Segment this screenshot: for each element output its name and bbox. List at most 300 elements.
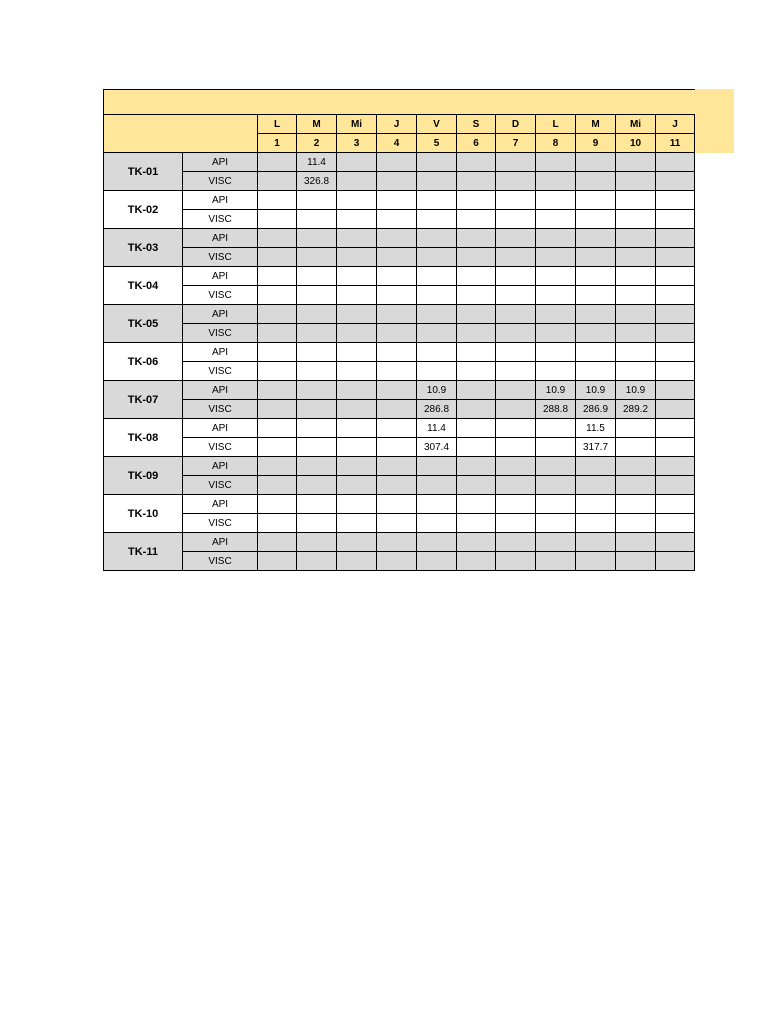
- value-cell[interactable]: [496, 419, 536, 438]
- value-cell[interactable]: [496, 286, 536, 305]
- value-cell[interactable]: [337, 381, 377, 400]
- value-cell[interactable]: [656, 267, 695, 286]
- value-cell[interactable]: 10.9: [417, 381, 457, 400]
- value-cell[interactable]: 326.8: [297, 172, 337, 191]
- day-number-cell: 5: [417, 134, 457, 153]
- tank-name-cell: TK-08: [104, 419, 183, 457]
- header-corner: [104, 115, 258, 153]
- value-cell[interactable]: [417, 305, 457, 324]
- value-cell[interactable]: [616, 286, 656, 305]
- value-cell[interactable]: [496, 457, 536, 476]
- value-cell[interactable]: [258, 267, 297, 286]
- value-cell[interactable]: [496, 343, 536, 362]
- value-cell[interactable]: 11.4: [417, 419, 457, 438]
- value-cell[interactable]: [337, 362, 377, 381]
- value-cell[interactable]: [377, 400, 417, 419]
- value-cell[interactable]: [337, 495, 377, 514]
- value-cell[interactable]: [297, 324, 337, 343]
- value-cell[interactable]: [616, 172, 656, 191]
- value-cell[interactable]: [656, 495, 695, 514]
- value-cell[interactable]: [417, 533, 457, 552]
- value-cell[interactable]: [656, 400, 695, 419]
- value-cell[interactable]: [417, 457, 457, 476]
- value-cell[interactable]: [457, 267, 496, 286]
- value-cell[interactable]: [496, 495, 536, 514]
- value-cell[interactable]: [536, 191, 576, 210]
- value-cell[interactable]: [656, 381, 695, 400]
- value-cell[interactable]: [457, 533, 496, 552]
- value-cell[interactable]: [258, 210, 297, 229]
- value-cell[interactable]: [457, 495, 496, 514]
- value-cell[interactable]: [457, 476, 496, 495]
- value-cell[interactable]: [576, 533, 616, 552]
- value-cell[interactable]: [258, 514, 297, 533]
- value-cell[interactable]: [616, 248, 656, 267]
- value-cell[interactable]: [536, 495, 576, 514]
- value-cell[interactable]: [536, 533, 576, 552]
- value-cell[interactable]: [656, 552, 695, 571]
- measure-label-cell: VISC: [183, 286, 258, 305]
- value-cell[interactable]: [297, 286, 337, 305]
- value-cell[interactable]: [616, 343, 656, 362]
- value-cell[interactable]: [536, 552, 576, 571]
- value-cell[interactable]: [536, 210, 576, 229]
- value-cell[interactable]: [656, 438, 695, 457]
- value-cell[interactable]: [656, 514, 695, 533]
- value-cell[interactable]: 11.4: [297, 153, 337, 172]
- value-cell[interactable]: [377, 495, 417, 514]
- value-cell[interactable]: [616, 419, 656, 438]
- value-cell[interactable]: [337, 419, 377, 438]
- value-cell[interactable]: [258, 419, 297, 438]
- value-cell[interactable]: [417, 514, 457, 533]
- value-cell[interactable]: [457, 381, 496, 400]
- value-cell[interactable]: [616, 514, 656, 533]
- value-cell[interactable]: [258, 552, 297, 571]
- value-cell[interactable]: [297, 248, 337, 267]
- value-cell[interactable]: [258, 495, 297, 514]
- value-cell[interactable]: [258, 324, 297, 343]
- value-cell[interactable]: [457, 343, 496, 362]
- value-cell[interactable]: [297, 514, 337, 533]
- day-number-cell: 3: [337, 134, 377, 153]
- value-cell[interactable]: [496, 248, 536, 267]
- table-row: [104, 305, 695, 324]
- value-cell[interactable]: [656, 419, 695, 438]
- value-cell[interactable]: [576, 495, 616, 514]
- value-cell[interactable]: [377, 305, 417, 324]
- value-cell[interactable]: [337, 324, 377, 343]
- value-cell[interactable]: [258, 286, 297, 305]
- table-row: [104, 248, 695, 267]
- value-cell[interactable]: [417, 210, 457, 229]
- value-cell[interactable]: [616, 362, 656, 381]
- value-cell[interactable]: [258, 362, 297, 381]
- tank-name-cell: TK-07: [104, 381, 183, 419]
- value-cell[interactable]: [417, 324, 457, 343]
- measure-label-cell: API: [183, 267, 258, 286]
- measure-label-cell: API: [183, 381, 258, 400]
- header-band-extension: [694, 89, 734, 153]
- value-cell[interactable]: [377, 438, 417, 457]
- value-cell[interactable]: [457, 210, 496, 229]
- value-cell[interactable]: [616, 229, 656, 248]
- value-cell[interactable]: [616, 324, 656, 343]
- value-cell[interactable]: [337, 343, 377, 362]
- value-cell[interactable]: [457, 400, 496, 419]
- day-letter-row: [104, 115, 695, 134]
- value-cell[interactable]: [258, 476, 297, 495]
- value-cell[interactable]: [377, 533, 417, 552]
- value-cell[interactable]: [656, 476, 695, 495]
- value-cell[interactable]: [576, 362, 616, 381]
- value-cell[interactable]: [377, 248, 417, 267]
- value-cell[interactable]: [297, 419, 337, 438]
- value-cell[interactable]: [417, 191, 457, 210]
- value-cell[interactable]: [496, 267, 536, 286]
- value-cell[interactable]: [258, 305, 297, 324]
- value-cell[interactable]: [258, 229, 297, 248]
- value-cell[interactable]: 286.8: [417, 400, 457, 419]
- value-cell[interactable]: [297, 343, 337, 362]
- value-cell[interactable]: [417, 229, 457, 248]
- value-cell[interactable]: [616, 495, 656, 514]
- value-cell[interactable]: [377, 267, 417, 286]
- value-cell[interactable]: [457, 153, 496, 172]
- value-cell[interactable]: [457, 438, 496, 457]
- value-cell[interactable]: [496, 229, 536, 248]
- value-cell[interactable]: [457, 324, 496, 343]
- value-cell[interactable]: [536, 286, 576, 305]
- value-cell[interactable]: [417, 286, 457, 305]
- value-cell[interactable]: [297, 191, 337, 210]
- value-cell[interactable]: [656, 229, 695, 248]
- value-cell[interactable]: [576, 324, 616, 343]
- value-cell[interactable]: [457, 514, 496, 533]
- value-cell[interactable]: [536, 324, 576, 343]
- day-letter-cell: V: [417, 115, 457, 134]
- value-cell[interactable]: [616, 552, 656, 571]
- value-cell[interactable]: [616, 457, 656, 476]
- value-cell[interactable]: [576, 229, 616, 248]
- value-cell[interactable]: [377, 210, 417, 229]
- value-cell[interactable]: [576, 457, 616, 476]
- value-cell[interactable]: [576, 343, 616, 362]
- value-cell[interactable]: [337, 248, 377, 267]
- value-cell[interactable]: [536, 267, 576, 286]
- value-cell[interactable]: 307.4: [417, 438, 457, 457]
- value-cell[interactable]: [656, 172, 695, 191]
- value-cell[interactable]: [496, 305, 536, 324]
- value-cell[interactable]: [297, 495, 337, 514]
- value-cell[interactable]: [656, 248, 695, 267]
- table-row: [104, 362, 695, 381]
- day-number-cell: 6: [457, 134, 496, 153]
- value-cell[interactable]: [576, 172, 616, 191]
- value-cell[interactable]: [496, 400, 536, 419]
- value-cell[interactable]: [337, 210, 377, 229]
- value-cell[interactable]: [457, 362, 496, 381]
- value-cell[interactable]: [297, 476, 337, 495]
- table-row: [104, 400, 695, 419]
- value-cell[interactable]: [417, 552, 457, 571]
- value-cell[interactable]: [576, 286, 616, 305]
- value-cell[interactable]: [457, 229, 496, 248]
- value-cell[interactable]: [496, 552, 536, 571]
- value-cell[interactable]: [297, 438, 337, 457]
- day-number-cell: 9: [576, 134, 616, 153]
- value-cell[interactable]: [536, 305, 576, 324]
- value-cell[interactable]: [337, 286, 377, 305]
- value-cell[interactable]: [258, 343, 297, 362]
- tank-name-cell: TK-09: [104, 457, 183, 495]
- value-cell[interactable]: [297, 210, 337, 229]
- day-number-cell: 2: [297, 134, 337, 153]
- measure-label-cell: VISC: [183, 362, 258, 381]
- value-cell[interactable]: [656, 210, 695, 229]
- value-cell[interactable]: [576, 248, 616, 267]
- value-cell[interactable]: [377, 229, 417, 248]
- value-cell[interactable]: [656, 286, 695, 305]
- value-cell[interactable]: [576, 476, 616, 495]
- value-cell[interactable]: [496, 476, 536, 495]
- value-cell[interactable]: [297, 305, 337, 324]
- value-cell[interactable]: 289.2: [616, 400, 656, 419]
- value-cell[interactable]: [377, 476, 417, 495]
- value-cell[interactable]: [297, 381, 337, 400]
- value-cell[interactable]: [258, 381, 297, 400]
- value-cell[interactable]: [496, 514, 536, 533]
- day-letter-cell: J: [656, 115, 695, 134]
- value-cell[interactable]: [536, 153, 576, 172]
- value-cell[interactable]: 10.9: [536, 381, 576, 400]
- table-row: [104, 172, 695, 191]
- tank-name-cell: TK-10: [104, 495, 183, 533]
- measure-label-cell: VISC: [183, 552, 258, 571]
- table-row: [104, 324, 695, 343]
- value-cell[interactable]: [656, 362, 695, 381]
- measure-label-cell: VISC: [183, 438, 258, 457]
- value-cell[interactable]: [496, 533, 536, 552]
- value-cell[interactable]: [496, 191, 536, 210]
- value-cell[interactable]: [496, 210, 536, 229]
- table-row: [104, 343, 695, 362]
- value-cell[interactable]: [337, 514, 377, 533]
- value-cell[interactable]: [656, 343, 695, 362]
- value-cell[interactable]: [536, 438, 576, 457]
- value-cell[interactable]: [337, 172, 377, 191]
- title-band: [104, 90, 695, 115]
- day-number-cell: 7: [496, 134, 536, 153]
- tank-name-cell: TK-02: [104, 191, 183, 229]
- value-cell[interactable]: [377, 419, 417, 438]
- value-cell[interactable]: [417, 172, 457, 191]
- value-cell[interactable]: [616, 476, 656, 495]
- value-cell[interactable]: [457, 172, 496, 191]
- value-cell[interactable]: [496, 153, 536, 172]
- value-cell[interactable]: [576, 552, 616, 571]
- value-cell[interactable]: [297, 552, 337, 571]
- value-cell[interactable]: [536, 362, 576, 381]
- table-row: [104, 514, 695, 533]
- value-cell[interactable]: [616, 267, 656, 286]
- value-cell[interactable]: 317.7: [576, 438, 616, 457]
- table-row: [104, 552, 695, 571]
- value-cell[interactable]: [496, 381, 536, 400]
- table-row: [104, 533, 695, 552]
- value-cell[interactable]: [536, 514, 576, 533]
- value-cell[interactable]: [377, 552, 417, 571]
- value-cell[interactable]: [536, 457, 576, 476]
- title-band-row: [104, 90, 695, 115]
- value-cell[interactable]: [576, 267, 616, 286]
- value-cell[interactable]: [536, 419, 576, 438]
- measure-label-cell: VISC: [183, 400, 258, 419]
- value-cell[interactable]: 10.9: [616, 381, 656, 400]
- table-row: [104, 286, 695, 305]
- value-cell[interactable]: [576, 305, 616, 324]
- measure-label-cell: API: [183, 457, 258, 476]
- table-row: [104, 457, 695, 476]
- value-cell[interactable]: [377, 153, 417, 172]
- value-cell[interactable]: [337, 267, 377, 286]
- value-cell[interactable]: [576, 153, 616, 172]
- value-cell[interactable]: [576, 210, 616, 229]
- value-cell[interactable]: [496, 362, 536, 381]
- value-cell[interactable]: [656, 191, 695, 210]
- value-cell[interactable]: [258, 248, 297, 267]
- day-letter-cell: J: [377, 115, 417, 134]
- value-cell[interactable]: [536, 172, 576, 191]
- tank-name-cell: TK-03: [104, 229, 183, 267]
- value-cell[interactable]: [258, 457, 297, 476]
- value-cell[interactable]: [297, 267, 337, 286]
- value-cell[interactable]: 286.9: [576, 400, 616, 419]
- day-letter-cell: S: [457, 115, 496, 134]
- value-cell[interactable]: [337, 400, 377, 419]
- value-cell[interactable]: [258, 533, 297, 552]
- measure-label-cell: API: [183, 305, 258, 324]
- value-cell[interactable]: [258, 400, 297, 419]
- tank-name-cell: TK-06: [104, 343, 183, 381]
- value-cell[interactable]: [297, 400, 337, 419]
- value-cell[interactable]: [337, 438, 377, 457]
- value-cell[interactable]: 10.9: [576, 381, 616, 400]
- table-row: [104, 495, 695, 514]
- value-cell[interactable]: 288.8: [536, 400, 576, 419]
- measure-label-cell: VISC: [183, 514, 258, 533]
- measure-label-cell: API: [183, 495, 258, 514]
- value-cell[interactable]: [258, 172, 297, 191]
- value-cell[interactable]: [337, 533, 377, 552]
- value-cell[interactable]: [457, 191, 496, 210]
- value-cell[interactable]: [337, 229, 377, 248]
- value-cell[interactable]: [496, 438, 536, 457]
- value-cell[interactable]: [377, 286, 417, 305]
- value-cell[interactable]: [656, 324, 695, 343]
- value-cell[interactable]: [656, 305, 695, 324]
- value-cell[interactable]: [337, 476, 377, 495]
- value-cell[interactable]: [656, 533, 695, 552]
- value-cell[interactable]: [337, 153, 377, 172]
- value-cell[interactable]: [337, 457, 377, 476]
- value-cell[interactable]: [297, 457, 337, 476]
- measure-label-cell: API: [183, 533, 258, 552]
- value-cell[interactable]: [258, 191, 297, 210]
- value-cell[interactable]: [496, 324, 536, 343]
- value-cell[interactable]: [616, 533, 656, 552]
- value-cell[interactable]: [536, 343, 576, 362]
- value-cell[interactable]: [377, 343, 417, 362]
- value-cell[interactable]: [616, 153, 656, 172]
- value-cell[interactable]: [536, 476, 576, 495]
- value-cell[interactable]: [656, 153, 695, 172]
- value-cell[interactable]: [656, 457, 695, 476]
- value-cell[interactable]: [417, 267, 457, 286]
- value-cell[interactable]: [457, 552, 496, 571]
- value-cell[interactable]: [417, 362, 457, 381]
- measure-label-cell: VISC: [183, 248, 258, 267]
- value-cell[interactable]: [377, 324, 417, 343]
- value-cell[interactable]: [297, 229, 337, 248]
- value-cell[interactable]: [576, 191, 616, 210]
- value-cell[interactable]: [377, 191, 417, 210]
- value-cell[interactable]: [337, 552, 377, 571]
- value-cell[interactable]: [457, 305, 496, 324]
- value-cell[interactable]: [337, 191, 377, 210]
- value-cell[interactable]: [297, 362, 337, 381]
- value-cell[interactable]: [457, 286, 496, 305]
- value-cell[interactable]: [258, 153, 297, 172]
- day-letter-cell: Mi: [337, 115, 377, 134]
- value-cell[interactable]: [417, 343, 457, 362]
- value-cell[interactable]: [536, 229, 576, 248]
- value-cell[interactable]: [496, 172, 536, 191]
- value-cell[interactable]: [417, 495, 457, 514]
- value-cell[interactable]: 11.5: [576, 419, 616, 438]
- day-letter-cell: M: [576, 115, 616, 134]
- value-cell[interactable]: [616, 191, 656, 210]
- day-number-cell: 10: [616, 134, 656, 153]
- value-cell[interactable]: [457, 457, 496, 476]
- value-cell[interactable]: [616, 305, 656, 324]
- value-cell[interactable]: [258, 438, 297, 457]
- value-cell[interactable]: [377, 362, 417, 381]
- value-cell[interactable]: [536, 248, 576, 267]
- value-cell[interactable]: [337, 305, 377, 324]
- value-cell[interactable]: [377, 172, 417, 191]
- table-row: [104, 210, 695, 229]
- value-cell[interactable]: [457, 248, 496, 267]
- value-cell[interactable]: [576, 514, 616, 533]
- value-cell[interactable]: [297, 533, 337, 552]
- measure-label-cell: VISC: [183, 324, 258, 343]
- day-letter-cell: L: [536, 115, 576, 134]
- value-cell[interactable]: [417, 476, 457, 495]
- measure-label-cell: VISC: [183, 172, 258, 191]
- value-cell[interactable]: [377, 457, 417, 476]
- value-cell[interactable]: [457, 419, 496, 438]
- table-row: [104, 229, 695, 248]
- tank-name-cell: TK-01: [104, 153, 183, 191]
- measure-label-cell: API: [183, 229, 258, 248]
- value-cell[interactable]: [417, 153, 457, 172]
- value-cell[interactable]: [417, 248, 457, 267]
- value-cell[interactable]: [616, 438, 656, 457]
- value-cell[interactable]: [377, 514, 417, 533]
- value-cell[interactable]: [377, 381, 417, 400]
- value-cell[interactable]: [616, 210, 656, 229]
